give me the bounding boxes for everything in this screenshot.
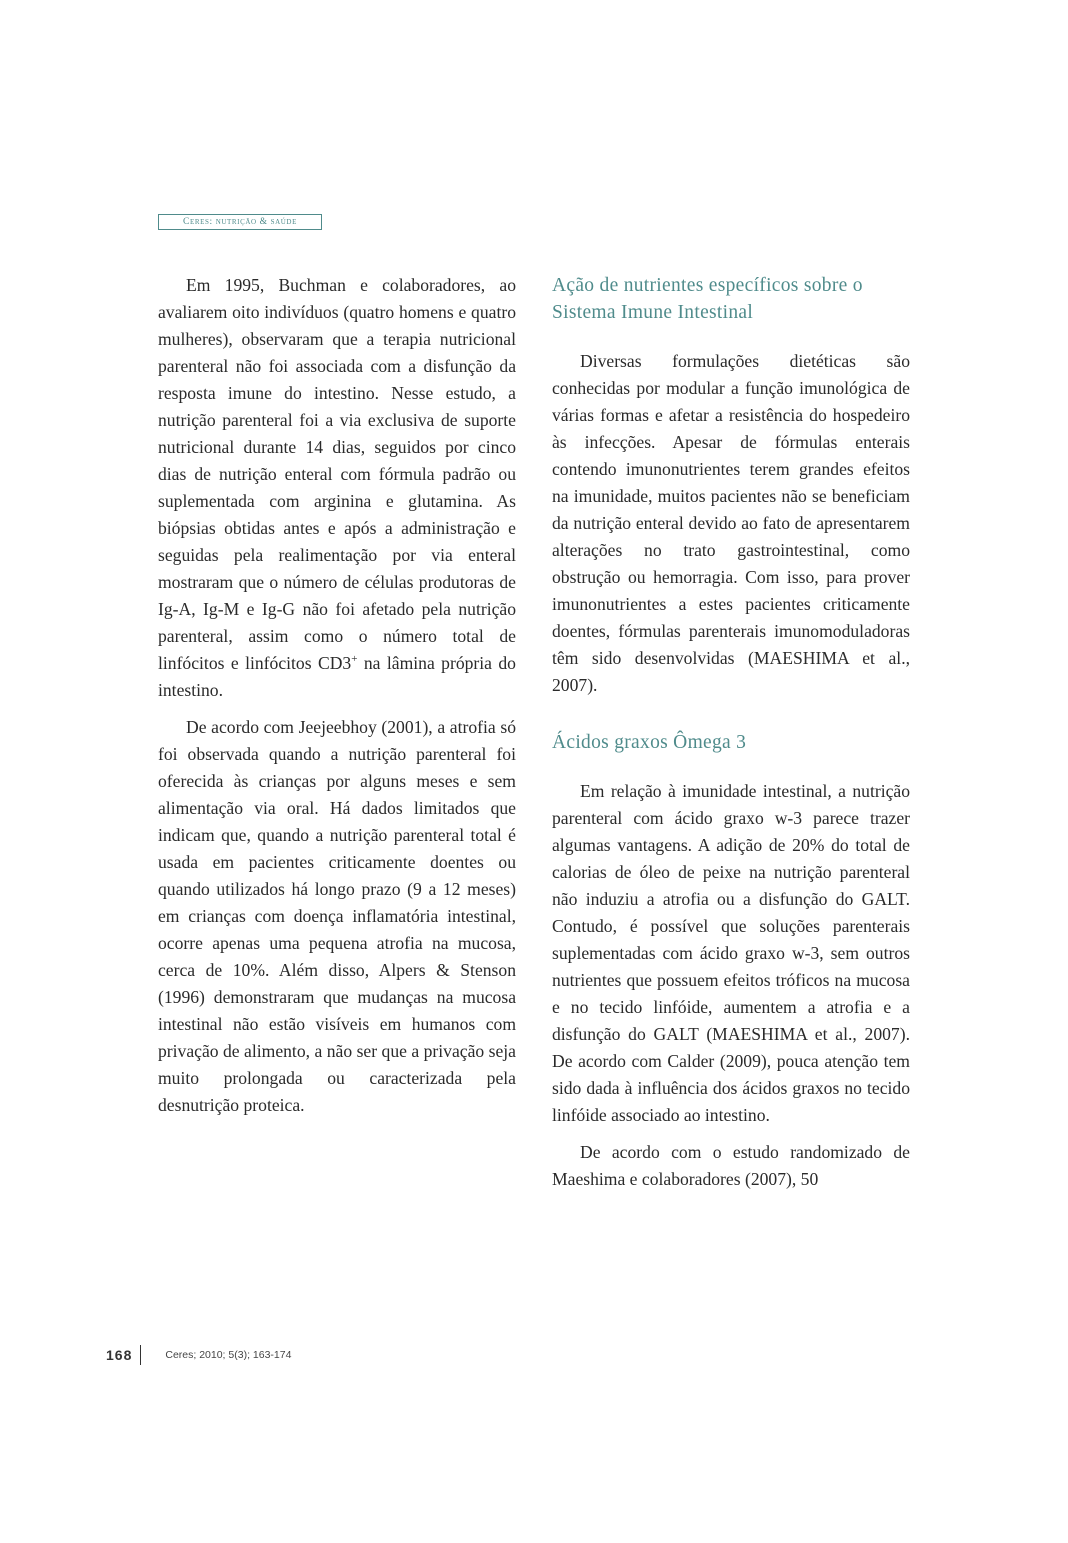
page-footer: [106, 1344, 291, 1366]
superscript-plus: +: [351, 653, 358, 666]
left-paragraph-1: [158, 272, 516, 704]
right-paragraph-3: De acordo com o estudo randomizado de Maeshima e colaboradores (2007), 50: [552, 1142, 910, 1189]
left-column: [158, 272, 516, 1119]
right-column: [552, 272, 910, 1193]
right-paragraph-2: Em relação à imunidade intestinal, a nutrição parenteral com ácido graxo w-3 parece trazer algumas vantagens. A adição de 20% do total de calorias de óleo de peixe na nutrição parenteral não induziu a atrofia ou a disfunção do GALT. Contudo, é possível que soluções parenterais suplementadas com ácido graxo w-3, sem outros nutrientes que possuem efeitos tróficos na mucosa e no tecido linfóide, aumentem a atrofia e a disfunção do GALT (MAESHIMA et al., 2007). De acordo com Calder (2009), pouca atenção tem sido dada à influência dos ácidos graxos no tecido linfóide associado ao intestino.: [552, 781, 910, 1125]
section-heading-nutrients: Ação de nutrientes específicos sobre o Sistema Imune Intestinal: [552, 275, 863, 323]
left-paragraph-1-end: na lâmina própria do intestino.: [158, 653, 516, 700]
footer-citation: Ceres; 2010; 5(3); 163-174: [165, 1349, 292, 1361]
left-paragraph-2: De acordo com Jeejeebhoy (2001), a atrofia só foi observada quando a nutrição parenteral foi oferecida às crianças por alguns meses e sem alimentação via oral. Há dados limitados que indicam que, quando a nutrição parenteral total é usada em pacientes criticamente doentes ou quando utilizados há longo prazo (9 a 12 meses) em crianças com doença inflamatória intestinal, ocorre apenas uma pequena atrofia na mucosa, cerca de 10%. Além disso, Alpers & Stenson (1996) demonstraram que mudanças na mucosa intestinal não estão visíveis em humanos com privação de alimento, a não ser que a privação seja muito prolongada ou caracterizada pela desnutrição proteica.: [158, 717, 516, 1115]
page-number: 168: [106, 1347, 133, 1363]
section-heading-omega3: Ácidos graxos Ômega 3: [552, 732, 747, 753]
journal-header-label: Ceres: nutrição & saúde: [158, 214, 322, 230]
footer-divider: [140, 1345, 141, 1365]
left-paragraph-1-text: Em 1995, Buchman e colaboradores, ao avaliarem oito indivíduos (quatro homens e quatro mulheres), observaram que a terapia nutricional parenteral não foi associada com a disfunção da resposta imune do intestino. Nesse estudo, a nutrição parenteral foi a via exclusiva de suporte nutricional durante 14 dias, seguidos por cinco dias de nutrição enteral com fórmula padrão ou suplementada com arginina e glutamina. As biópsias obtidas antes e após a administração e seguidas pela realimentação por via enteral mostraram que o número de células produtoras de Ig-A, Ig-M e Ig-G não foi afetado pela nutrição parenteral, assim como o número total de linfócitos e linfócitos CD3: [158, 275, 516, 673]
right-paragraph-1: Diversas formulações dietéticas são conhecidas por modular a função imunológica de várias formas e afetar a resistência do hospedeiro às infecções. Apesar de fórmulas enterais contendo imunonutrientes terem grandes efeitos na imunidade, muitos pacientes não se beneficiam da nutrição enteral devido ao fato de apresentarem alterações no trato gastrointestinal, como obstrução ou hemorragia. Com isso, para prover imunonutrientes a estes pacientes criticamente doentes, fórmulas parenterais imunomoduladoras têm sido desenvolvidas (MAESHIMA et al., 2007).: [552, 351, 910, 695]
